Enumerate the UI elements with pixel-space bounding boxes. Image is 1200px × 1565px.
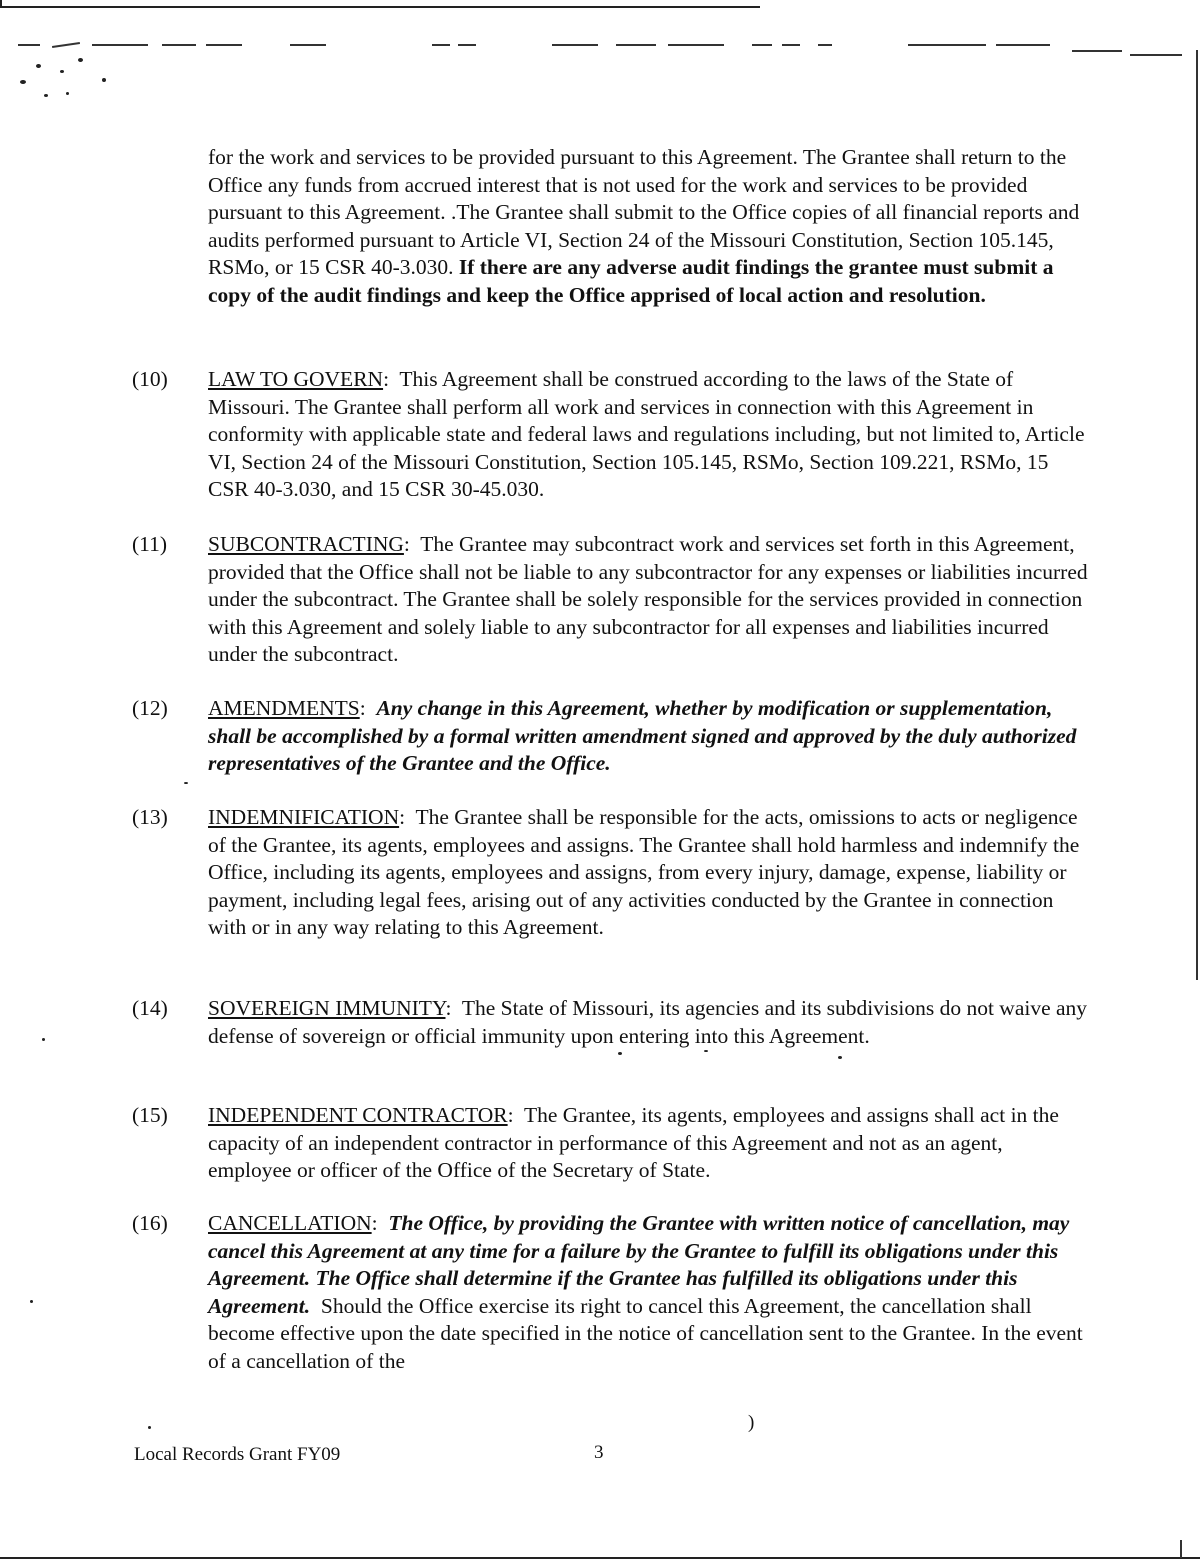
- scan-speck: [148, 1426, 151, 1429]
- scan-border-right: [1196, 50, 1198, 980]
- clause-text: Should the Office exercise its right to cancel this Agreement, the cancellation shall become effective upon the date specified in the notice of cancellation sent to the Grantee. In the event of a cancellation of the: [208, 1293, 1083, 1373]
- scan-speck: [20, 80, 26, 84]
- clause-heading: SUBCONTRACTING: [208, 532, 404, 556]
- scan-speck: [78, 58, 83, 62]
- clause-text: The Grantee may subcontract work and services set forth in this Agreement, provided that the Office shall not be liable to any subcontractor for any expenses or liabilities incurred under the subcontract. The Grantee shall be solely responsible for the services provided in connection with this Agreement and solely liable to any subcontractor for all expenses and liabilities incurred under the subcontract.: [208, 532, 1088, 667]
- clause-cancellation: (16) CANCELLATION: The Office, by providing the Grantee with written notice of cancellation, may cancel this Agreement at any time for a failure by the Grantee to fulfill its obligations under this Agreement. The Office shall determine if the Grantee has fulfilled its obligations under this Agreement. Should the Office exercise its right to cancel this Agreement, the cancellation shall become effective upon the date specified in the notice of cancellation sent to the Grantee. In the event of a cancellation of the: [132, 1211, 1083, 1373]
- clause-number: (15): [132, 1103, 168, 1127]
- scan-dash: [996, 44, 1050, 46]
- scan-dash: [782, 44, 800, 46]
- scan-dash: [458, 44, 476, 46]
- clause-text: The State of Missouri, its agencies and its subdivisions do not waive any defense of sovereign or official immunity upon entering into this Agreement.: [208, 996, 1088, 1048]
- footer-document-name: Local Records Grant FY09: [134, 1444, 341, 1465]
- clause-number: (14): [132, 996, 168, 1020]
- clause-number: (16): [132, 1211, 168, 1235]
- clause-number: (11): [132, 532, 168, 556]
- scan-speck: [60, 70, 64, 73]
- clause-sovereign-immunity: (14) SOVEREIGN IMMUNITY: The State of Missouri, its agencies and its subdivisions do not waive any defense of sovereign or official immunity upon entering into this Agreement.: [132, 996, 1088, 1048]
- stray-mark: ): [748, 1412, 755, 1433]
- clause-text: The Grantee, its agents, employees and assigns shall act in the capacity of an independent contractor in performance of this Agreement and not as an agent, employee or officer of the Office of the Secretary of State.: [208, 1103, 1059, 1183]
- scan-dash: [206, 44, 242, 46]
- scan-speck: [704, 1050, 708, 1052]
- scan-border-bottom: [0, 1557, 1200, 1559]
- clause-emphasis: The Office, by providing the Grantee with written notice of cancellation, may cancel this Agreement at any time for a failure by the Grantee to fulfill its obligations under this Agreement. The Office shall determine if the Grantee has fulfilled its obligations under this Agreement.: [208, 1211, 1070, 1318]
- continuation-paragraph: [208, 144, 1088, 310]
- scan-dash: [1130, 54, 1182, 56]
- scan-dash: [908, 44, 986, 46]
- continuation-text: for the work and services to be provided pursuant to this Agreement. The Grantee shall return to the Office any funds from accrued interest that is not used for the work and services to be provided pursuant to this Agreement. .The Grantee shall submit to the Office copies of all financial reports and audits performed pursuant to Article VI, Section 24 of the Missouri Constitution, Section 105.145, RSMo, or 15 CSR 40-3.030.: [208, 145, 1080, 280]
- scan-dash: [552, 44, 598, 46]
- clause-text: The Grantee shall be responsible for the acts, omissions to acts or negligence of the Grantee, its agents, employees and assigns. The Grantee shall hold harmless and indemnify the Office, including its agents, employees and assigns, from every injury, damage, expense, liability or payment, including legal fees, arising out of any activities conducted by the Grantee in connection with or in any way relating to this Agreement.: [208, 805, 1080, 940]
- scan-dash: [290, 44, 326, 46]
- clause-heading: CANCELLATION: [208, 1211, 372, 1235]
- scan-speck: [618, 1052, 622, 1055]
- scan-dash: [752, 44, 772, 46]
- clause-indemnification: (13) INDEMNIFICATION: The Grantee shall be responsible for the acts, omissions to acts or negligence of the Grantee, its agents, employees and assigns. The Grantee shall hold harmless and indemnify the Office, including its agents, employees and assigns, from every injury, damage, expense, liability or payment, including legal fees, arising out of any activities conducted by the Grantee in connection with or in any way relating to this Agreement.: [132, 805, 1080, 940]
- scan-dash: [52, 42, 80, 48]
- scan-speck: [102, 78, 106, 82]
- clause-heading: LAW TO GOVERN: [208, 367, 384, 391]
- scan-dash: [162, 44, 196, 46]
- scan-speck: [30, 1300, 33, 1303]
- audit-findings-notice: If there are any adverse audit findings the grantee must submit a copy of the audit findings and keep the Office apprised of local action and resolution.: [208, 255, 1054, 307]
- scan-speck: [838, 1056, 842, 1059]
- scan-dash: [668, 44, 724, 46]
- clause-heading: AMENDMENTS: [208, 696, 360, 720]
- scan-dash: [1072, 50, 1122, 52]
- clause-number: (12): [132, 696, 168, 720]
- scan-border-mark: [1180, 1540, 1182, 1558]
- scan-speck: [42, 1038, 45, 1041]
- clause-text: This Agreement shall be construed according to the laws of the State of Missouri. The Grantee shall perform all work and services in connection with this Agreement in conformity with applicable state and federal laws and regulations including, but not limited to, Article VI, Section 24 of the Missouri Constitution, Section 105.145, RSMo, Section 109.221, RSMo, 15 CSR 40-3.030, and 15 CSR 30-45.030.: [208, 367, 1085, 502]
- scan-speck: [184, 782, 188, 784]
- clause-amendments: (12) AMENDMENTS: Any change in this Agreement, whether by modification or supplementation, shall be accomplished by a formal written amendment signed and approved by the duly authorized representatives of the Grantee and the Office.: [132, 696, 1077, 776]
- clause-heading: INDEPENDENT CONTRACTOR: [208, 1103, 508, 1127]
- clause-heading: SOVEREIGN IMMUNITY: [208, 996, 446, 1020]
- scan-dash: [818, 44, 832, 46]
- scan-dash: [616, 44, 656, 46]
- clause-independent-contractor: (15) INDEPENDENT CONTRACTOR: The Grantee, its agents, employees and assigns shall act in the capacity of an independent contractor in performance of this Agreement and not as an agent, employee or officer of the Office of the Secretary of State.: [132, 1103, 1059, 1183]
- scan-dash: [18, 44, 40, 46]
- scan-speck: [66, 92, 69, 95]
- scan-speck: [36, 64, 41, 68]
- clause-law-to-govern: (10) LAW TO GOVERN: This Agreement shall be construed according to the laws of the State of Missouri. The Grantee shall perform all work and services in connection with this Agreement in conformity with applicable state and federal laws and regulations including, but not limited to, Article VI, Section 24 of the Missouri Constitution, Section 105.145, RSMo, Section 109.221, RSMo, 15 CSR 40-3.030, and 15 CSR 30-45.030.: [132, 367, 1085, 502]
- clause-emphasis: Any change in this Agreement, whether by modification or supplementation, shall be accomplished by a formal written amendment signed and approved by the duly authorized representatives of the Grantee and the Office.: [208, 696, 1077, 776]
- page-number: 3: [594, 1442, 604, 1463]
- scan-dash: [432, 44, 450, 46]
- clause-number: (13): [132, 805, 168, 829]
- scan-border-top: [0, 6, 760, 8]
- clause-heading: INDEMNIFICATION: [208, 805, 400, 829]
- clause-number: (10): [132, 367, 168, 391]
- clause-subcontracting: (11) SUBCONTRACTING: The Grantee may subcontract work and services set forth in this Agreement, provided that the Office shall not be liable to any subcontractor for any expenses or liabilities incurred under the subcontract. The Grantee shall be solely responsible for the services provided in connection with this Agreement and solely liable to any subcontractor for all expenses and liabilities incurred under the subcontract.: [132, 532, 1088, 667]
- scan-dash: [92, 44, 148, 46]
- scan-speck: [44, 94, 48, 97]
